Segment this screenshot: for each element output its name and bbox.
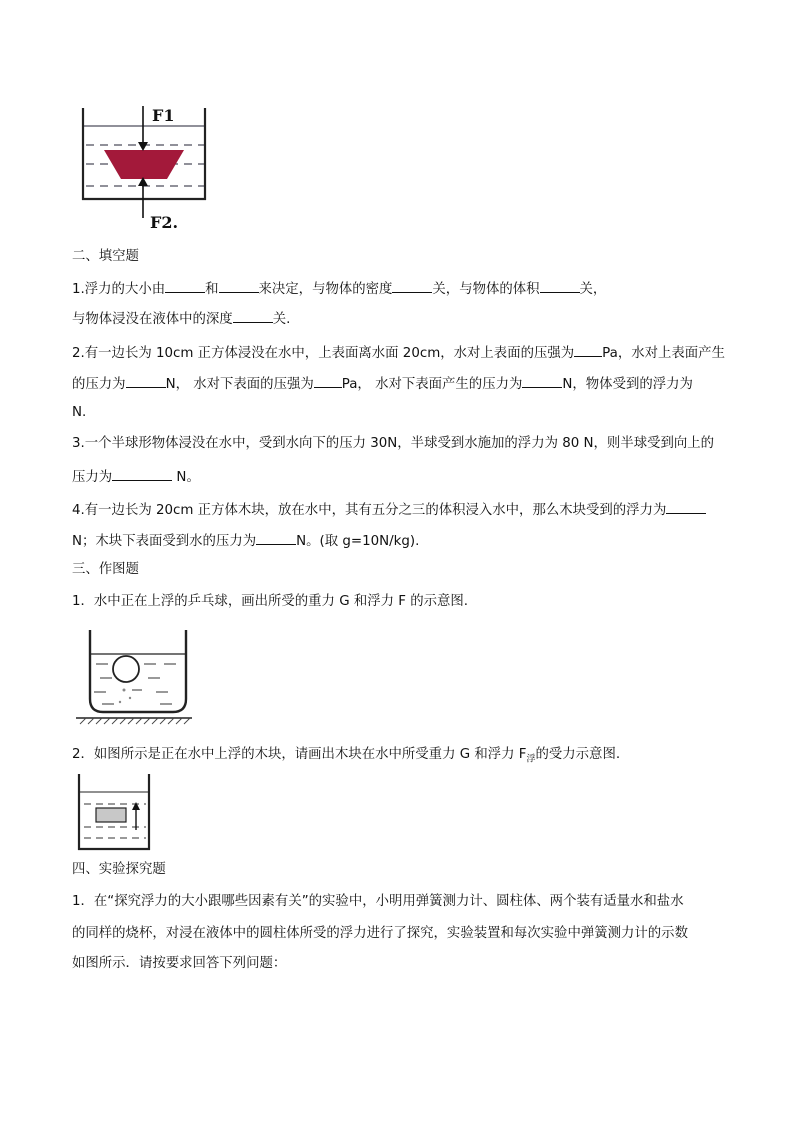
answer-blank[interactable] — [314, 373, 342, 388]
text: 与物体浸没在液体中的深度 — [72, 312, 233, 327]
text: 关， — [579, 282, 607, 297]
text: 的受力示意图. — [535, 747, 621, 762]
answer-blank[interactable] — [165, 278, 205, 293]
answer-blank[interactable] — [219, 278, 259, 293]
text: 关，与物体的体积 — [432, 282, 540, 297]
text: 的压力为 — [72, 377, 126, 392]
figure-pingpong-beaker — [76, 624, 196, 726]
question-4-1-line3 — [72, 955, 732, 973]
text: 3.一个半球形物体浸没在水中，受到水向下的压力 30N，半球受到水施加的浮力为 80 N，则半球受到向上的 — [72, 436, 715, 451]
question-2-2-line3 — [72, 404, 732, 422]
text: 和 — [205, 282, 219, 297]
question-3-1 — [72, 593, 732, 611]
text: Pa，水对上表面产生 — [602, 346, 725, 361]
question-2-2-line2 — [72, 373, 732, 394]
question-4-1-line1 — [72, 893, 732, 911]
text: 如图所示．请按要求回答下列问题： — [72, 956, 287, 971]
text: N；木块下表面受到水的压力为 — [72, 534, 257, 549]
text: Pa， 水对下表面产生的压力为 — [341, 377, 523, 392]
question-2-1-line1 — [72, 278, 732, 299]
question-4-1-line2 — [72, 925, 732, 943]
figure-trapezoid-forces — [76, 100, 216, 235]
question-2-1-line2 — [72, 308, 732, 329]
text: 1.浮力的大小由 — [72, 282, 166, 297]
text: 1．在“探究浮力的大小跟哪些因素有关”的实验中，小明用弹簧测力计、圆柱体、两个装有适量水和盐水 — [72, 894, 684, 909]
text: 2.有一边长为 10cm 正方体浸没在水中，上表面离水面 20cm，水对上表面的压强为 — [72, 346, 575, 361]
section-heading-experiment: 四、实验探究题 — [72, 862, 166, 877]
subscript: 浮 — [526, 754, 536, 765]
f1-label: F1 — [152, 106, 175, 125]
answer-blank[interactable] — [392, 278, 432, 293]
answer-blank[interactable] — [522, 373, 562, 388]
question-2-3-line1 — [72, 435, 732, 453]
question-2-4-line1 — [72, 499, 732, 520]
question-2-2-line1 — [72, 342, 732, 363]
text: N，物体受到的浮力为 — [562, 377, 693, 392]
question-3-2 — [72, 746, 732, 769]
answer-blank[interactable] — [112, 466, 172, 481]
text: N。(取 g=10N/kg). — [296, 534, 420, 549]
text: 的同样的烧杯，对浸在液体中的圆柱体所受的浮力进行了探究，实验装置和每次实验中弹簧测力计的示数 — [72, 926, 688, 941]
figure-wood-block — [76, 772, 156, 854]
question-2-4-line2 — [72, 530, 732, 551]
f2-label: F2. — [150, 213, 179, 232]
text: 关. — [272, 312, 291, 327]
answer-blank[interactable] — [666, 499, 706, 514]
text: 2．如图所示是正在水中上浮的木块，请画出木块在水中所受重力 G 和浮力 F — [72, 747, 527, 762]
text: 来决定，与物体的密度 — [258, 282, 393, 297]
text: 压力为 — [72, 470, 113, 485]
question-2-3-line2 — [72, 466, 732, 487]
section-heading-fill-in: 二、填空题 — [72, 249, 139, 264]
text: N， 水对下表面的压强为 — [165, 377, 314, 392]
text: 4.有一边长为 20cm 正方体木块，放在水中，其有五分之三的体积浸入水中，那么木块受到的浮力为 — [72, 503, 667, 518]
text: 1．水中正在上浮的乒乓球，画出所受的重力 G 和浮力 F 的示意图. — [72, 594, 469, 609]
answer-blank[interactable] — [233, 308, 273, 323]
answer-blank[interactable] — [540, 278, 580, 293]
text: N。 — [172, 470, 200, 485]
section-heading-drawing: 三、作图题 — [72, 562, 139, 577]
answer-blank[interactable] — [126, 373, 166, 388]
text: N. — [72, 405, 87, 420]
answer-blank[interactable] — [256, 530, 296, 545]
answer-blank[interactable] — [574, 342, 602, 357]
